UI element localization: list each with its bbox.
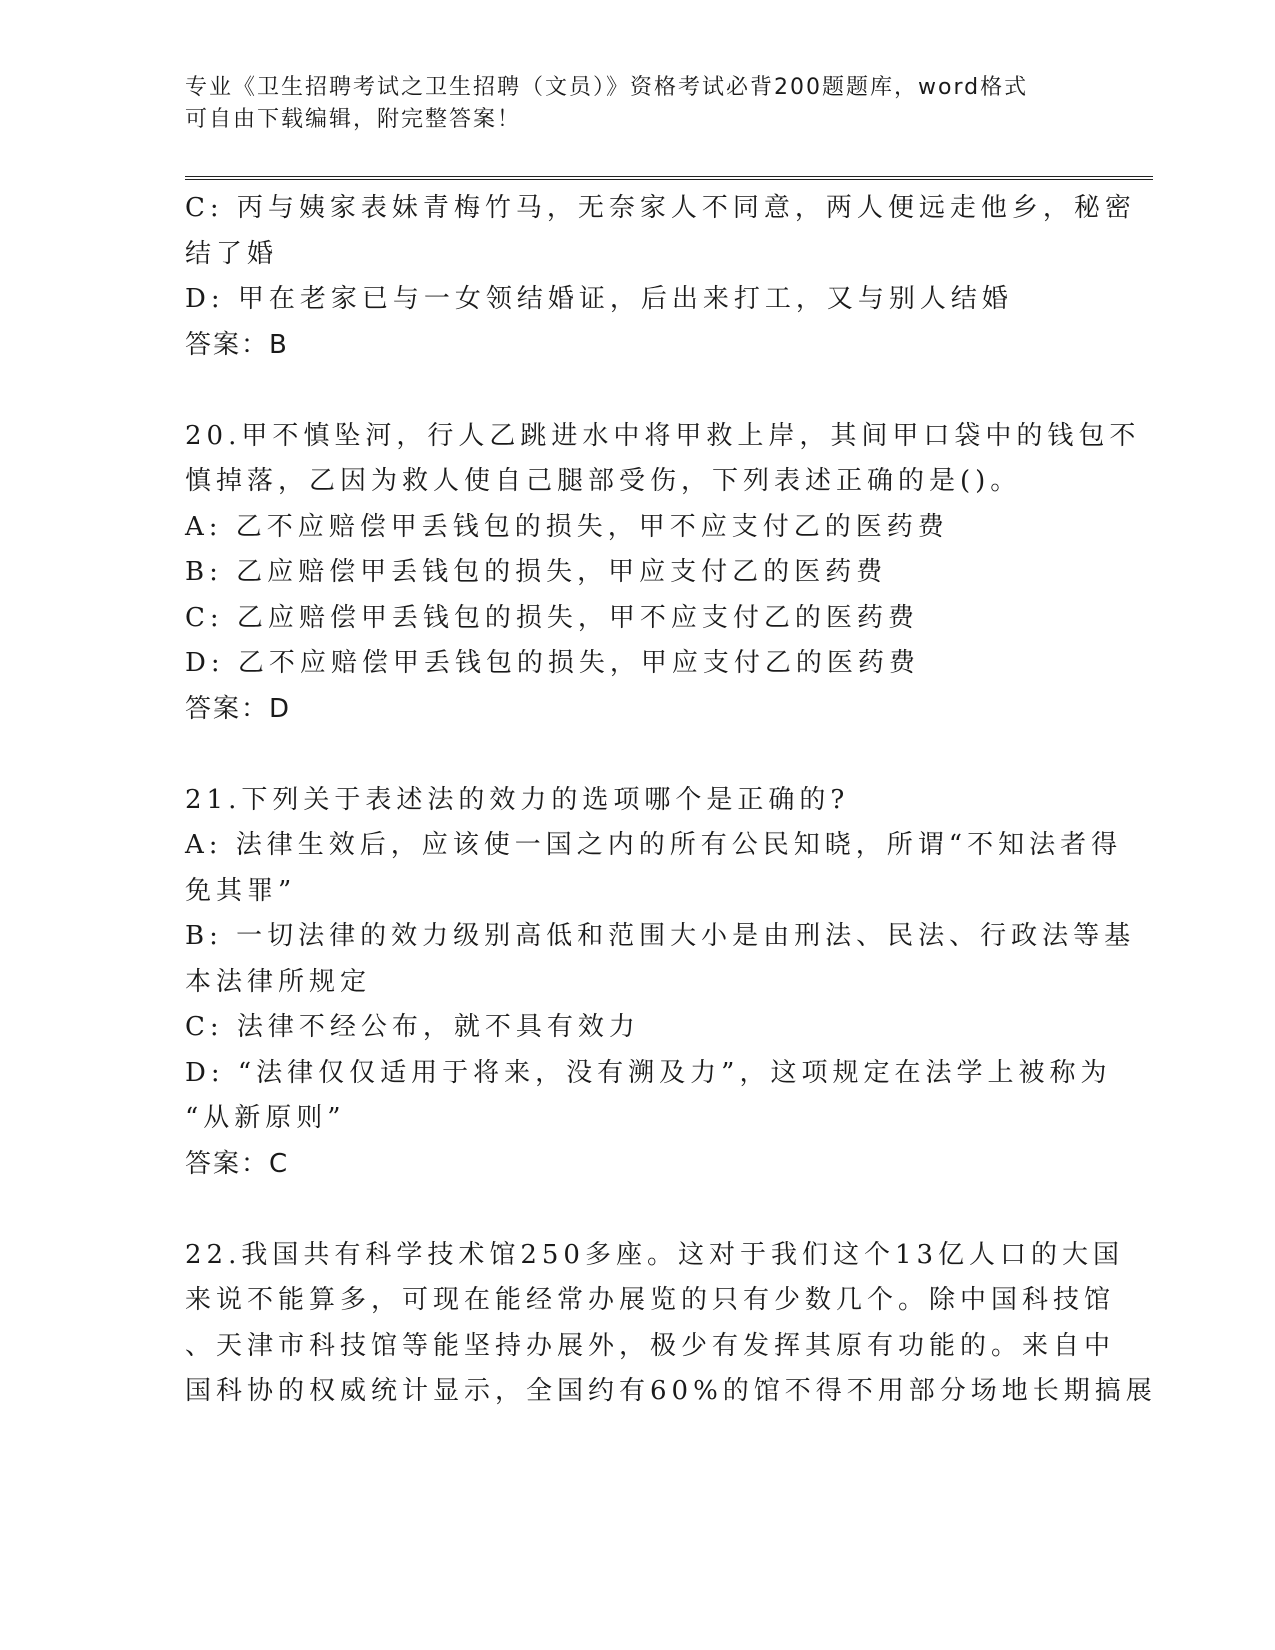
option-a-line-2: 免其罪” — [185, 875, 297, 906]
option-d-line-2: “从新原则” — [185, 1103, 346, 1133]
question-spacer — [185, 732, 1075, 778]
question-stem-line-2: 来说不能算多，可现在能经常办展览的只有少数几个。除中国科技馆 — [185, 1285, 1116, 1315]
header-divider — [185, 176, 1153, 180]
question-stem-line-1: 20.甲不慎坠河，行人乙跳进水中将甲救上岸，其间甲口袋中的钱包不 — [185, 420, 1141, 451]
header-line-1: 专业《卫生招聘考试之卫生招聘（文员）》资格考试必背200题题库，word格式 — [185, 75, 1029, 100]
option-c: C: 法律不经公布，就不具有效力 — [185, 1012, 640, 1042]
answer-line: 答案：B — [185, 329, 289, 360]
question-stem: 21.下列关于表述法的效力的选项哪个是正确的? — [185, 784, 850, 815]
question-stem-line-2: 慎掉落，乙因为救人使自己腿部受伤，下列表述正确的是()。 — [185, 466, 1022, 496]
option-b: B: 乙应赔偿甲丢钱包的损失，甲应支付乙的医药费 — [185, 557, 888, 587]
document-body — [185, 186, 1157, 1415]
question-22 — [185, 1233, 1157, 1415]
question-19-continued — [185, 186, 1136, 368]
option-d: D: 乙不应赔偿甲丢钱包的损失，甲应支付乙的医药费 — [185, 648, 920, 678]
document-header — [185, 72, 1085, 136]
question-21 — [185, 778, 1136, 1188]
option-c-line-1: C: 丙与姨家表妹青梅竹马，无奈家人不同意，两人便远走他乡，秘密 — [185, 193, 1136, 223]
option-a: A: 乙不应赔偿甲丢钱包的损失，甲不应支付乙的医药费 — [185, 511, 949, 542]
option-c: C: 乙应赔偿甲丢钱包的损失，甲不应支付乙的医药费 — [185, 602, 919, 633]
question-20 — [185, 414, 1141, 733]
question-stem-line-3: 、天津市科技馆等能坚持办展外，极少有发挥其原有功能的。来自中 — [185, 1330, 1116, 1361]
option-b-line-1: B: 一切法律的效力级别高低和范围大小是由刑法、民法、行政法等基 — [185, 921, 1136, 951]
option-d: D: 甲在老家已与一女领结婚证，后出来打工，又与别人结婚 — [185, 284, 1013, 314]
question-spacer — [185, 368, 1075, 414]
question-stem-line-1: 22.我国共有科学技术馆250多座。这对于我们这个13亿人口的大国 — [185, 1239, 1125, 1270]
answer-line: 答案：D — [185, 693, 292, 724]
option-c-line-2: 结了婚 — [185, 238, 279, 269]
option-a-line-1: A: 法律生效后，应该使一国之内的所有公民知晓，所谓“不知法者得 — [185, 830, 1123, 860]
question-stem-line-4: 国科协的权威统计显示，全国约有60%的馆不得不用部分场地长期搞展 — [185, 1376, 1157, 1406]
question-spacer — [185, 1187, 1075, 1233]
option-d-line-1: D: “法律仅仅适用于将来，没有溯及力”，这项规定在法学上被称为 — [185, 1057, 1112, 1088]
header-line-2: 可自由下载编辑，附完整答案！ — [185, 107, 522, 132]
option-b-line-2: 本法律所规定 — [185, 966, 372, 997]
answer-line: 答案：C — [185, 1148, 290, 1179]
